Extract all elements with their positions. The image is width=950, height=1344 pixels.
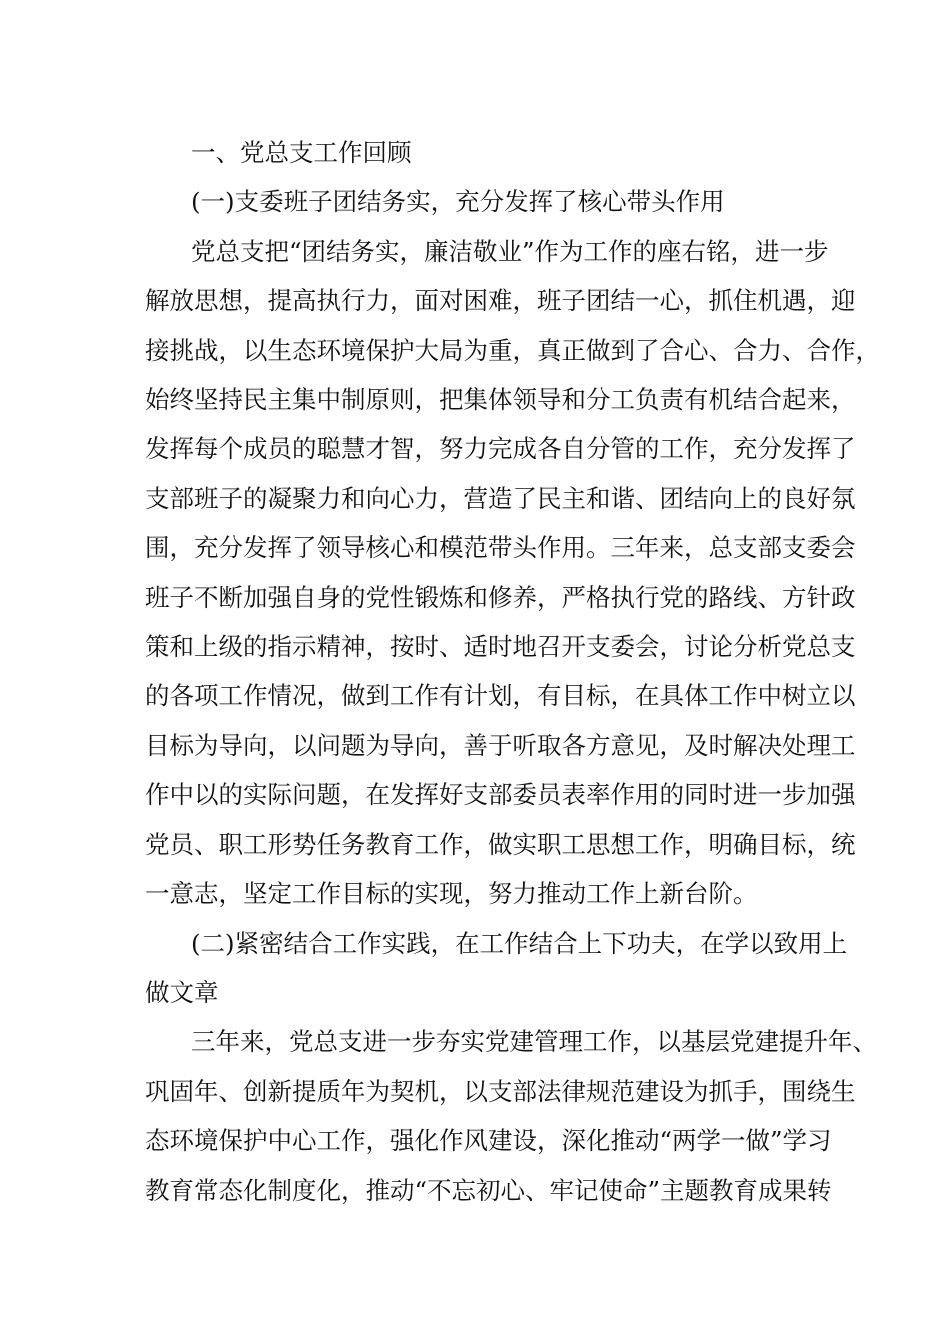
paragraph-line: 党员、职工形势任务教育工作，做实职工思想工作，明确目标，统 — [145, 829, 856, 859]
paragraph-line: 接挑战，以生态环境保护大局为重，真正做到了合心、合力、合作， — [145, 335, 880, 365]
subsection-heading: (一)支委班子团结务实，充分发挥了核心带头作用 — [191, 187, 725, 217]
paragraph-line: 发挥每个成员的聪慧才智，努力完成各自分管的工作，充分发挥了 — [145, 434, 856, 464]
paragraph-line: 党总支把“团结务实，廉洁敬业”作为工作的座右铭，进一步 — [191, 236, 829, 266]
subsection-heading-cont: 做文章 — [145, 977, 219, 1007]
paragraph-line: 教育常态化制度化，推动“不忘初心、牢记使命”主题教育成果转 — [145, 1175, 832, 1205]
paragraph-line: 班子不断加强自身的党性锻炼和修养，严格执行党的路线、方针政 — [145, 582, 856, 612]
paragraph-line: 一意志，坚定工作目标的实现，努力推动工作上新台阶。 — [145, 879, 758, 909]
document-body — [145, 128, 880, 1215]
paragraph-line: 态环境保护中心工作，强化作风建设，深化推动“两学一做”学习 — [145, 1126, 832, 1156]
paragraph-line: 目标为导向，以问题为导向，善于听取各方意见，及时解决处理工 — [145, 730, 856, 760]
section-heading: 一、党总支工作回顾 — [191, 138, 412, 167]
subsection-heading: (二)紧密结合工作实践，在工作结合上下功夫，在学以致用上 — [191, 928, 848, 958]
paragraph-line: 的各项工作情况，做到工作有计划，有目标，在具体工作中树立以 — [145, 681, 856, 711]
paragraph-line: 三年来，党总支进一步夯实党建管理工作，以基层党建提升年、 — [191, 1027, 877, 1057]
paragraph-line: 作中以的实际问题，在发挥好支部委员表率作用的同时进一步加强 — [145, 780, 856, 810]
paragraph-line: 解放思想，提高执行力，面对困难，班子团结一心，抓住机遇，迎 — [145, 286, 856, 316]
paragraph-line: 围，充分发挥了领导核心和模范带头作用。三年来，总支部支委会 — [145, 533, 856, 563]
paragraph-line: 支部班子的凝聚力和向心力，营造了民主和谐、团结向上的良好氛 — [145, 483, 856, 513]
paragraph-line: 巩固年、创新提质年为契机，以支部法律规范建设为抓手，围绕生 — [145, 1076, 856, 1106]
paragraph-line: 策和上级的指示精神，按时、适时地召开支委会，讨论分析党总支 — [145, 632, 856, 662]
paragraph-line: 始终坚持民主集中制原则，把集体领导和分工负责有机结合起来， — [145, 385, 856, 415]
